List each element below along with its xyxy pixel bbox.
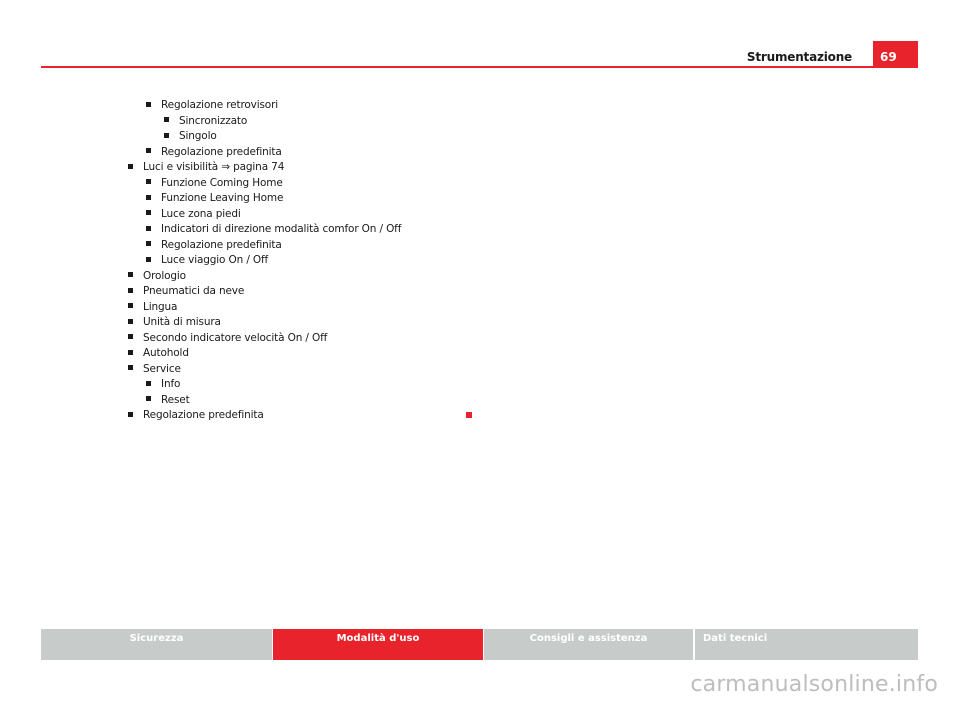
bullet-icon: [128, 412, 133, 417]
bullet-icon: [146, 148, 151, 153]
list-item-text: Secondo indicatore velocità On / Off: [143, 331, 328, 344]
list-item: [146, 222, 401, 237]
list-item: [146, 207, 241, 222]
list-item-text: Reset: [161, 393, 190, 406]
list-item-text: Lingua: [143, 300, 178, 313]
list-item-text: Orologio: [143, 269, 186, 282]
list-item: [128, 346, 189, 361]
list-item-text: Sincronizzato: [179, 114, 248, 127]
watermark: carmanualsonline.info: [690, 672, 938, 697]
list-item: [146, 393, 190, 408]
bullet-icon: [128, 319, 133, 324]
list-item-text: Funzione Coming Home: [161, 176, 283, 189]
list-item: [146, 191, 283, 206]
footer-tab-label: Modalità d'uso: [336, 633, 420, 644]
list-item: [128, 331, 327, 346]
bullet-icon: [146, 257, 151, 262]
list-item: [146, 176, 283, 191]
footer-tab-label: Consigli e assistenza: [529, 633, 648, 644]
header-rule: [41, 66, 918, 68]
list-item-text: Luce zona piedi: [161, 207, 241, 220]
list-item: [128, 362, 181, 377]
bullet-icon: [146, 102, 151, 107]
bullet-icon: [128, 334, 133, 339]
bullet-icon: [128, 303, 133, 308]
list-item: [164, 114, 247, 129]
list-item: [128, 284, 244, 299]
list-item: [164, 129, 217, 144]
bullet-icon: [146, 179, 151, 184]
footer-tab-dati-tecnici[interactable]: [695, 629, 918, 660]
list-item-text: Autohold: [143, 347, 189, 359]
bullet-icon: [128, 350, 133, 355]
list-item-text: Luce viaggio On / Off: [161, 254, 269, 266]
list-item: [128, 315, 221, 330]
footer-tab-label: Dati tecnici: [703, 633, 768, 644]
bullet-icon: [146, 396, 151, 401]
bullet-icon: [146, 195, 151, 200]
list-item: [128, 408, 264, 423]
list-item-text: Indicatori di direzione modalità comfor On / Off: [161, 223, 402, 235]
list-item: [146, 98, 278, 113]
footer-tab-consigli-e-assistenza[interactable]: [484, 629, 693, 660]
list-item-text: Singolo: [179, 130, 217, 142]
list-item-text: Pneumatici da neve: [143, 285, 245, 297]
bullet-icon: [128, 365, 133, 370]
bullet-icon: [146, 241, 151, 246]
list-item-text: Service: [143, 362, 181, 375]
bullet-icon: [128, 164, 133, 169]
list-item: [146, 377, 180, 392]
list-item: [128, 160, 284, 175]
list-item: [146, 145, 282, 160]
bullet-icon: [146, 210, 151, 215]
list-item-text: Funzione Leaving Home: [161, 192, 284, 204]
bullet-icon: [146, 226, 151, 231]
list-item: [146, 253, 268, 268]
list-item-text: Info: [161, 378, 181, 390]
end-of-section-mark: [466, 412, 472, 418]
list-item: [128, 300, 177, 315]
page-number: 69: [880, 50, 897, 64]
footer-tab-modalita-duso[interactable]: [273, 629, 483, 660]
footer-tab-sicurezza[interactable]: [41, 629, 272, 660]
list-item-text: Regolazione predefinita: [161, 238, 282, 251]
list-item: [128, 269, 186, 284]
footer-tab-label: Sicurezza: [129, 633, 184, 644]
bullet-icon: [146, 381, 151, 386]
bullet-icon: [164, 133, 169, 138]
bullet-icon: [128, 272, 133, 277]
bullet-icon: [164, 117, 169, 122]
list-item: [146, 238, 282, 253]
list-item-text: Luci e visibilità ⇒ pagina 74: [143, 161, 285, 173]
list-item-text: Unità di misura: [143, 316, 221, 328]
section-title: Strumentazione: [746, 50, 852, 64]
list-item-text: Regolazione predefinita: [161, 145, 282, 158]
bullet-icon: [128, 288, 133, 293]
list-item-text: Regolazione retrovisori: [161, 99, 279, 111]
list-item-text: Regolazione predefinita: [143, 409, 264, 421]
